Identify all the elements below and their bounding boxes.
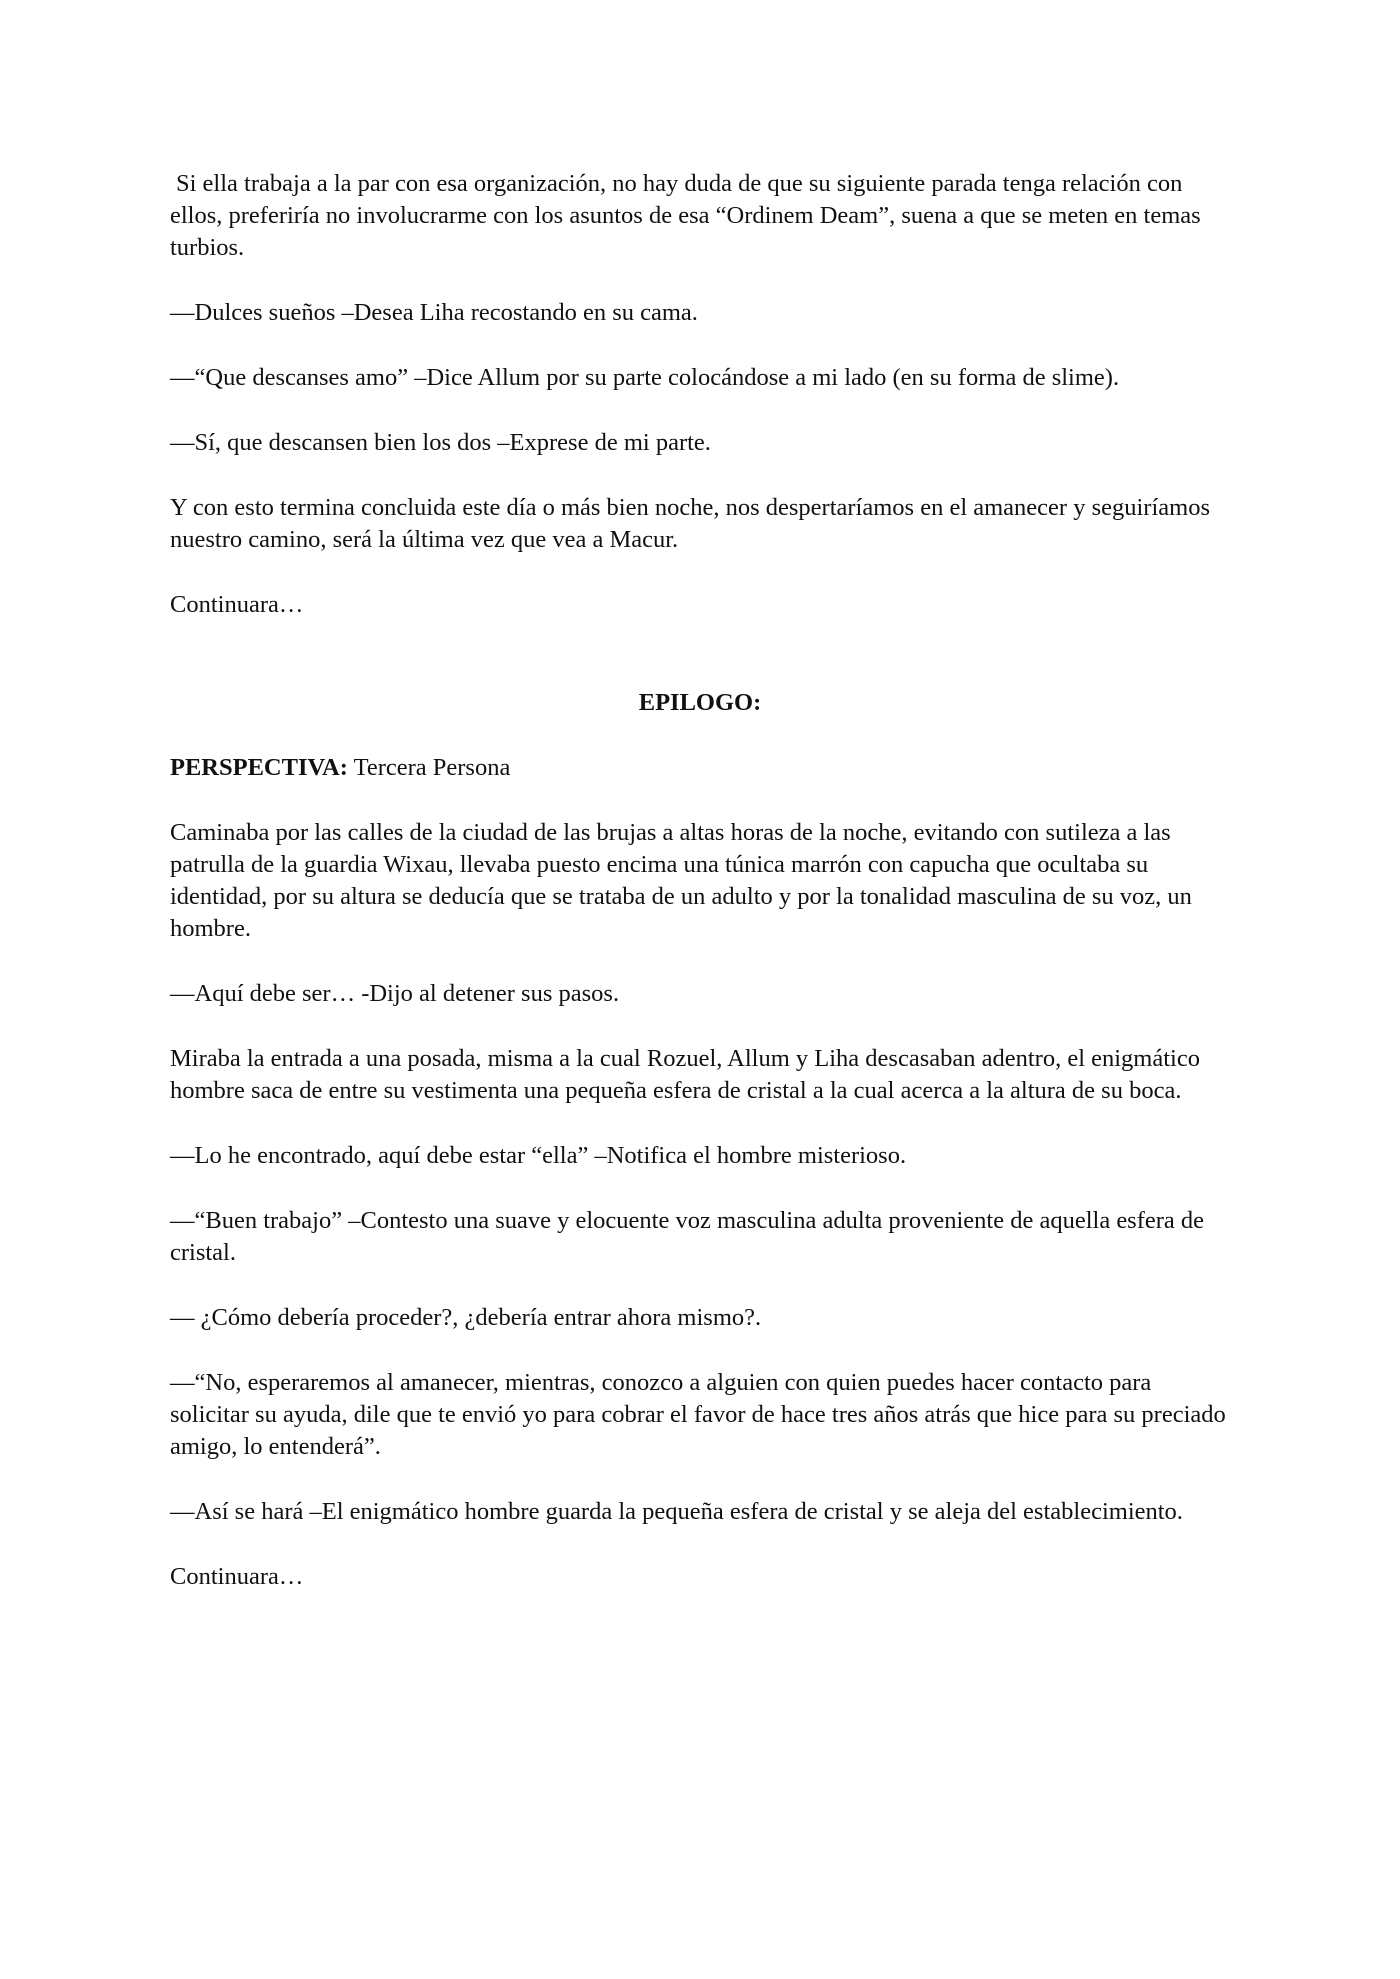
dialogue-line: —“Que descanses amo” –Dice Allum por su parte colocándose a mi lado (en su forma de slime). [170,364,1120,391]
perspective-label: PERSPECTIVA: [170,754,348,781]
perspective-value: Tercera Persona [347,754,511,781]
continuara-text: Continuara… [170,591,304,618]
dialogue-line: —“Buen trabajo” –Contesto una suave y elocuente voz masculina adulta proveniente de aquella esfera de cristal. [170,1207,1205,1266]
dialogue-line: —Aquí debe ser… -Dijo al detener sus pasos. [170,980,620,1007]
paragraph: Y con esto termina concluida este día o más bien noche, nos despertaríamos en el amanecer y seguiríamos nuestro camino, será la última vez que vea a Macur. [170,494,1210,553]
paragraph: Caminaba por las calles de la ciudad de las brujas a altas horas de la noche, evitando con sutileza a las patrulla de la guardia Wixau, llevaba puesto encima una túnica marrón con capucha que ocultaba su identidad, por su altura se deducía que se trataba de un adulto y por la tonalidad masculina de su voz, un hombre. [170,819,1192,942]
dialogue-line: —Lo he encontrado, aquí debe estar “ella” –Notifica el hombre misterioso. [170,1142,907,1169]
dialogue-line: — ¿Cómo debería proceder?, ¿debería entrar ahora mismo?. [170,1304,762,1331]
section-spacer [170,654,1230,687]
dialogue-line: —Así se hará –El enigmático hombre guarda la pequeña esfera de cristal y se aleja del establecimiento. [170,1498,1183,1525]
perspective-line [170,752,1230,784]
dialogue-line: —“No, esperaremos al amanecer, mientras, conozco a alguien con quien puedes hacer contacto para solicitar su ayuda, dile que te envió yo para cobrar el favor de hace tres años atrás que hice para su preciado amigo, lo entenderá”. [170,1369,1226,1460]
paragraph: Si ella trabaja a la par con esa organización, no hay duda de que su siguiente parada tenga relación con ellos, preferiría no involucrarme con los asuntos de esa “Ordinem Deam”, suena a que se meten en temas turbios. [170,170,1201,261]
dialogue-line: —Dulces sueños –Desea Liha recostando en su cama. [170,299,698,326]
paragraph: Miraba la entrada a una posada, misma a la cual Rozuel, Allum y Liha descasaban adentro, el enigmático hombre saca de entre su vestimenta una pequeña esfera de cristal a la cual acerca a la altura de su boca. [170,1045,1200,1104]
continuara-text: Continuara… [170,1563,304,1590]
epilogue-heading: EPILOGO: [638,689,762,716]
dialogue-line: —Sí, que descansen bien los dos –Exprese de mi parte. [170,429,711,456]
